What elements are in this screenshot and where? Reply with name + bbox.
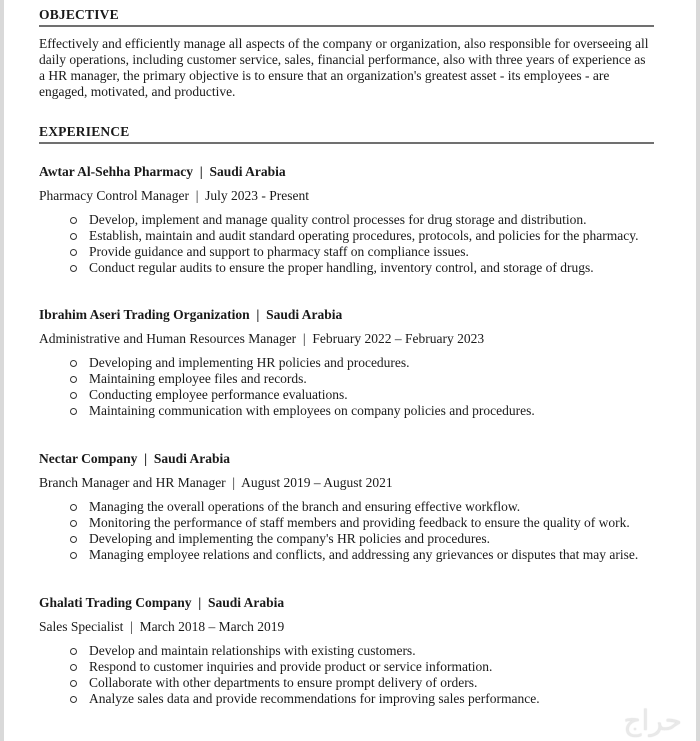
job-role: Sales Specialist | March 2018 – March 2019 [39,619,285,634]
job-entry [39,451,679,563]
circle-bullet-icon [70,680,77,687]
circle-bullet-icon [70,536,77,543]
job-company: Ibrahim Aseri Trading Organization | Saudi Arabia [39,307,343,322]
circle-bullet-icon [70,217,77,224]
circle-bullet-icon [70,504,77,511]
job-company: Awtar Al-Sehha Pharmacy | Saudi Arabia [39,164,286,179]
circle-bullet-icon [70,552,77,559]
bullet-item: Maintaining communication with employees on company policies and procedures. [70,403,679,419]
circle-bullet-icon [70,392,77,399]
circle-bullet-icon [70,648,77,655]
circle-bullet-icon [70,696,77,703]
bullet-item: Conducting employee performance evaluations. [70,387,679,403]
job-company: Nectar Company | Saudi Arabia [39,451,230,466]
experience-section [39,124,654,144]
bullet-item: Monitoring the performance of staff members and providing feedback to ensure the quality of work. [70,515,679,531]
bullet-item: Analyze sales data and provide recommendations for improving sales performance. [70,691,679,707]
job-role: Pharmacy Control Manager | July 2023 - Present [39,188,310,203]
bullet-item: Developing and implementing HR policies and procedures. [70,355,679,371]
bullet-item: Develop and maintain relationships with existing customers. [70,643,679,659]
objective-section [39,7,654,100]
resume-page [4,0,696,741]
circle-bullet-icon [70,265,77,272]
bullet-item: Collaborate with other departments to ensure prompt delivery of orders. [70,675,679,691]
bullet-item: Maintaining employee files and records. [70,371,679,387]
experience-heading: EXPERIENCE [39,124,654,144]
objective-heading: OBJECTIVE [39,7,654,27]
circle-bullet-icon [70,408,77,415]
job-role: Branch Manager and HR Manager | August 2019 – August 2021 [39,475,393,490]
circle-bullet-icon [70,249,77,256]
circle-bullet-icon [70,376,77,383]
bullet-item: Establish, maintain and audit standard operating procedures, protocols, and policies for the pharmacy. [70,228,679,244]
bullet-item: Managing the overall operations of the branch and ensuring effective workflow. [70,499,679,515]
job-company: Ghalati Trading Company | Saudi Arabia [39,595,285,610]
bullet-item: Respond to customer inquiries and provide product or service information. [70,659,679,675]
bullet-item: Conduct regular audits to ensure the proper handling, inventory control, and storage of drugs. [70,260,679,276]
job-role: Administrative and Human Resources Manager | February 2022 – February 2023 [39,331,485,346]
job-bullets [39,212,679,276]
watermark-logo: حراج [623,704,682,737]
bullet-item: Developing and implementing the company's HR policies and procedures. [70,531,679,547]
job-entry [39,164,679,276]
job-bullets [39,643,679,707]
bullet-item: Provide guidance and support to pharmacy staff on compliance issues. [70,244,679,260]
bullet-item: Managing employee relations and conflicts, and addressing any grievances or disputes that may arise. [70,547,679,563]
circle-bullet-icon [70,360,77,367]
job-bullets [39,355,679,419]
circle-bullet-icon [70,520,77,527]
circle-bullet-icon [70,233,77,240]
circle-bullet-icon [70,664,77,671]
bullet-item: Develop, implement and manage quality control processes for drug storage and distribution. [70,212,679,228]
objective-text: Effectively and efficiently manage all aspects of the company or organization, also responsible for overseeing all daily operations, including customer service, sales, financial performance, also with three years of experience as a HR manager, the primary objective is to ensure that an organization's greatest asset - its employees - are engaged, motivated, and productive. [39,36,649,99]
job-entry [39,307,679,419]
job-bullets [39,499,679,563]
job-entry [39,595,679,707]
